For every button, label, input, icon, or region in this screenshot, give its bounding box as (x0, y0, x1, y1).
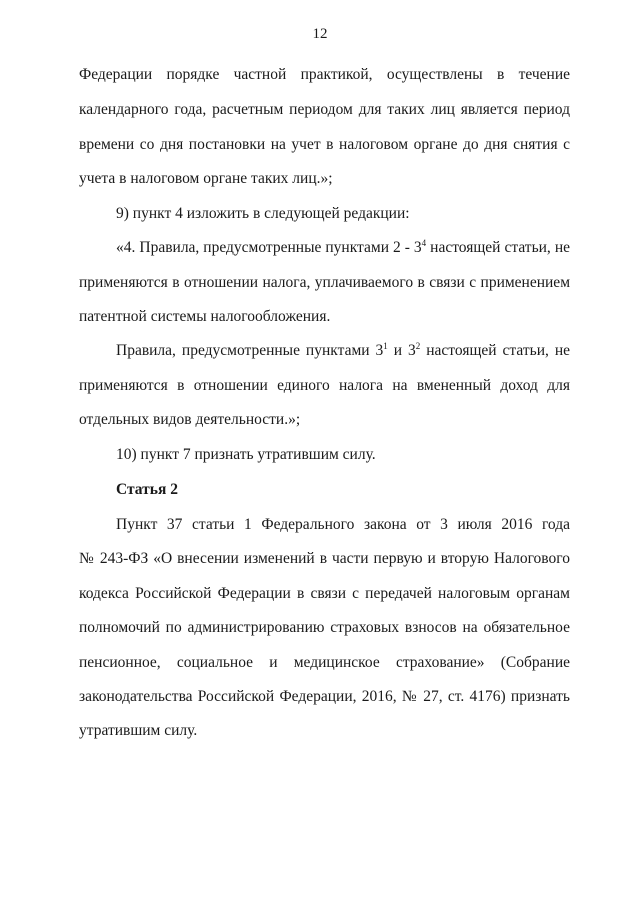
text-line: 10) пункт 7 признать утратившим силу. (116, 446, 376, 463)
text-line: применяются в отношении единого налога на вмененный доход для (79, 377, 570, 394)
superscript: 4 (421, 237, 427, 248)
text-line: полномочий по администрированию страховых взносов на обязательное (79, 619, 570, 636)
text-line: календарного года, расчетным периодом для таких лиц является период (79, 101, 570, 118)
text-line: Федерации порядке частной практикой, осуществлены в течение (79, 66, 570, 83)
text-line: утратившим силу. (79, 722, 198, 739)
superscript: 1 (383, 340, 388, 351)
text-span: настоящей статьи, не (420, 342, 571, 359)
text-line (116, 342, 570, 360)
text-line: пенсионное, социальное и медицинское страхование» (Собрание (79, 654, 570, 671)
article-heading: Статья 2 (116, 481, 178, 498)
text-span: настоящей статьи, не (426, 239, 570, 256)
page-number: 12 (312, 26, 328, 42)
text-line: патентной системы налогообложения. (79, 308, 331, 325)
text-line: Пункт 37 статьи 1 Федерального закона от 3 июля 2016 года (116, 516, 570, 533)
text-line: отдельных видов деятельности.»; (79, 411, 301, 428)
text-line: законодательства Российской Федерации, 2016, № 27, ст. 4176) признать (79, 688, 570, 705)
text-line: учета в налоговом органе таких лиц.»; (79, 170, 333, 187)
text-line: применяются в отношении налога, уплачиваемого в связи с применением (79, 274, 570, 291)
text-span: и 3 (387, 342, 416, 359)
text-line: кодекса Российской Федерации в связи с передачей налоговым органам (79, 585, 570, 602)
text-span: «4. Правила, предусмотренные пунктами 2 - 3 (116, 239, 422, 256)
superscript: 2 (415, 340, 421, 351)
text-line: № 243-ФЗ «О внесении изменений в части первую и вторую Налогового (79, 550, 570, 567)
text-line: времени со дня постановки на учет в налоговом органе до дня снятия с (79, 136, 570, 153)
text-line (116, 239, 570, 257)
text-span: Правила, предусмотренные пунктами 3 (116, 342, 384, 359)
text-line: 9) пункт 4 изложить в следующей редакции: (116, 205, 410, 222)
